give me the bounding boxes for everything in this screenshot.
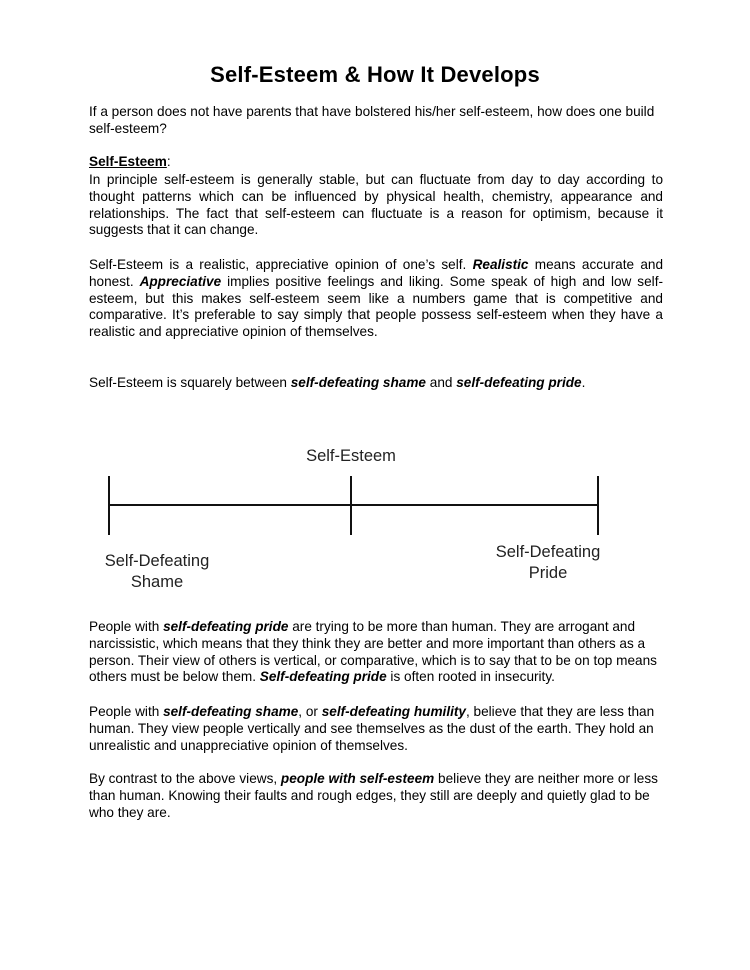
intro-question [89,104,663,138]
left-tick-mark [108,476,110,535]
text-run: is often rooted in insecurity. [386,669,555,685]
text-run: Self-Esteem is squarely between [89,375,291,390]
left-label-line2: Shame [130,573,184,591]
paragraph-text: In principle self-esteem is generally stable, but can fluctuate from day to day according to thought patterns which can be influenced by physical health, chemistry, appearance and relationships. The fact that self-esteem can fluctuate is a reason for optimism, because it suggests that it can change. [89,172,663,238]
text-run: People with [89,619,164,634]
intro-text: If a person does not have parents that have bolstered his/her self-esteem, how does one build self-esteem? [89,104,655,136]
text-run: means accurate and honest. [89,257,664,289]
paragraph-pride [89,619,669,686]
paragraph-fluctuation [89,172,663,239]
text-run: are trying to be more than human. They are arrogant and narcissistic, which means that they think they are better and more important than others as a person. Their view of others is vertical, or comparative, which is to say that to be on top means others must be below them. [89,619,657,685]
text-run: People with [89,704,164,719]
emphasis-self-defeating-pride: Self-defeating pride [259,669,387,685]
paragraph-between [89,375,663,392]
text-run: Self-Esteem is a realistic, appreciative opinion of one’s self. [89,257,473,272]
text-run: , or [298,704,322,719]
paragraph-shame [89,704,669,754]
text-run: By contrast to the above views, [89,771,281,786]
text-run: and [425,375,457,390]
emphasis-appreciative: Appreciative [139,273,222,289]
diagram-right-label [483,542,613,584]
emphasis-self-defeating-pride: self-defeating pride [163,619,289,634]
text-run: implies positive feelings and liking. Some speak of high and low self-esteem, but this makes self-esteem seem like a numbers game that is competitive and comparative. It’s preferable to say simply that people possess self-esteem when they have a realistic and appreciative opinion of themselves. [89,273,663,340]
diagram-center-label: Self-Esteem [306,447,396,465]
right-label-line2: Pride [528,564,568,582]
emphasis-self-defeating-humility: self-defeating humility [321,704,466,719]
section-heading-colon: : [166,154,171,169]
right-label-line1: Self-Defeating [495,543,601,561]
right-tick-mark [597,476,599,535]
text-run: . [581,375,586,390]
emphasis-self-defeating-shame: self-defeating shame [290,375,426,390]
left-label-line1: Self-Defeating [104,552,210,570]
paragraph-contrast [89,771,669,821]
diagram-left-label [92,551,222,593]
section-heading-label: Self-Esteem [89,154,167,169]
center-tick-mark [350,476,352,535]
emphasis-self-defeating-shame: self-defeating shame [163,704,299,719]
emphasis-realistic: Realistic [472,257,529,272]
page-title: Self-Esteem & How It Develops [210,62,540,87]
emphasis-self-defeating-pride: self-defeating pride [456,375,582,390]
text-run: believe they are neither more or less than human. Knowing their faults and rough edges, they still are deeply and quietly glad to be who they are. [89,771,658,820]
text-run: , believe that they are less than human. They view people vertically and see themselves as the dust of the earth. They hold an unrealistic and unappreciative opinion of themselves. [89,704,655,753]
paragraph-definition [89,257,663,341]
section-heading [89,154,663,171]
emphasis-people-with-self-esteem: people with self-esteem [280,771,435,786]
spectrum-axis-line [108,504,599,506]
